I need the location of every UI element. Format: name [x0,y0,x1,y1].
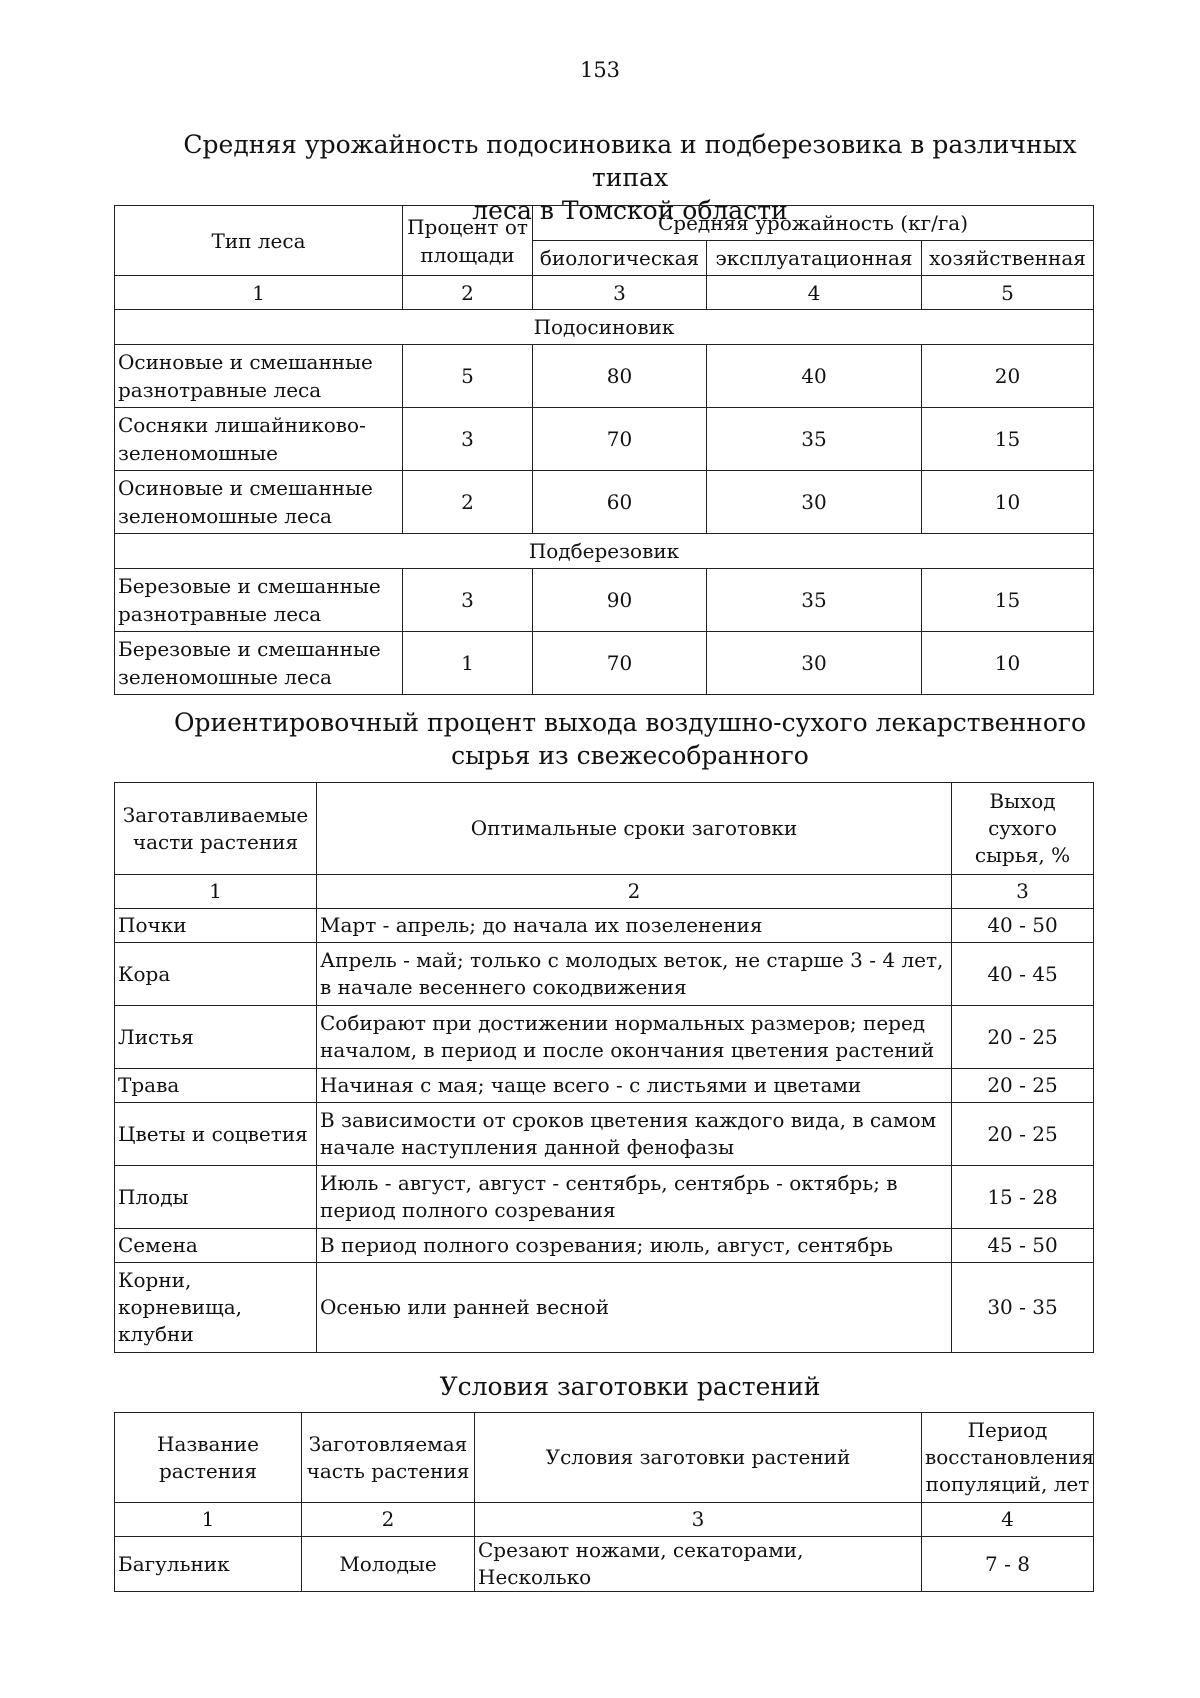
terms-line: Собирают при достижении нормальных размеров; перед [320,1011,926,1035]
table-row [115,1263,1094,1353]
table-row [115,632,1094,695]
oper-cell: 30 [707,471,922,534]
yield-table-title-line1: Средняя урожайность подосиновика и подберезовика в различных типах [183,130,1077,192]
table-row [115,471,1094,534]
col-number: 1 [115,276,403,310]
column-numbers-row [115,1503,1094,1537]
oper-cell: 35 [707,408,922,471]
yield-table [114,205,1094,695]
output-cell: 20 - 25 [952,1069,1094,1103]
forest-type-line: Осиновые и смешанные [118,350,373,374]
table-row [115,1103,1094,1166]
area-cell: 3 [403,408,533,471]
header-parts-line2: части растения [132,829,299,854]
terms-line: в начале весеннего сокодвижения [320,975,687,999]
part-line: корневища, [118,1295,242,1319]
part-cell: Почки [115,909,317,943]
header-recovery-period [922,1413,1094,1503]
col-number: 5 [922,276,1094,310]
table-row [115,909,1094,943]
table-row [115,1166,1094,1229]
econ-cell: 15 [922,408,1094,471]
recovery-period-cell: 7 - 8 [922,1537,1094,1592]
drying-table-title-line1: Ориентировочный процент выхода воздушно-сухого лекарственного [173,708,1087,737]
bio-cell: 70 [533,632,707,695]
table-row [115,1069,1094,1103]
terms-cell [317,1006,952,1069]
bio-cell: 80 [533,345,707,408]
table-row [115,1006,1094,1069]
header-parts-line1: Заготавливаемые [122,802,309,827]
header-area-percent [403,206,533,276]
harvest-table-title: Условия заготовки растений [439,1372,821,1401]
area-cell: 2 [403,471,533,534]
terms-cell [317,943,952,1006]
bio-cell: 70 [533,408,707,471]
part-cell: Семена [115,1229,317,1263]
output-cell: 20 - 25 [952,1006,1094,1069]
col-number: 2 [317,875,952,909]
header-economic: хозяйственная [922,241,1094,276]
drying-table-title-line2: сырья из свежесобранного [451,741,809,770]
header-forest-type: Тип леса [115,206,403,276]
table-row [115,1537,1094,1592]
econ-cell: 20 [922,345,1094,408]
bio-cell: 60 [533,471,707,534]
part-cell: Кора [115,943,317,1006]
header-recovery-period-line2: восстановления [925,1445,1095,1469]
col-number: 4 [922,1503,1094,1537]
bio-cell: 90 [533,569,707,632]
output-cell: 40 - 45 [952,943,1094,1006]
forest-type-line: зеленомошные леса [118,665,332,689]
table-row [115,943,1094,1006]
terms-line: Апрель - май; только с молодых веток, не старше 3 - 4 лет, [320,948,944,972]
header-plant-name-line1: Название [157,1431,259,1456]
terms-line: начале наступления данной фенофазы [320,1135,734,1159]
area-cell: 1 [403,632,533,695]
header-plant-name-line2: растения [158,1458,258,1483]
header-area-percent-line1: Процент от [407,214,528,239]
forest-type-line: разнотравные леса [118,378,322,402]
forest-type-line: Осиновые и смешанные [118,476,373,500]
terms-line: В зависимости от сроков цветения каждого вида, в самом [320,1108,937,1132]
harvest-table [114,1412,1094,1592]
forest-type-line: Березовые и смешанные [118,637,381,661]
forest-type-line: разнотравные леса [118,602,322,626]
part-cell [115,1263,317,1353]
forest-type-cell [115,471,403,534]
output-cell: 40 - 50 [952,909,1094,943]
col-number: 3 [952,875,1094,909]
yield-table-title-line2: леса в Томской области [472,196,788,225]
forest-type-line: Березовые и смешанные [118,574,381,598]
header-area-percent-line2: площади [420,242,515,267]
col-number: 1 [115,875,317,909]
col-number: 2 [302,1503,475,1537]
forest-type-cell [115,569,403,632]
forest-type-line: Сосняки лишайниково- [118,413,366,437]
terms-cell: Март - апрель; до начала их позеленения [317,909,952,943]
part-cell: Плоды [115,1166,317,1229]
terms-line: период полного созревания [320,1198,616,1222]
header-parts [115,783,317,875]
header-harvested-part-line2: часть растения [306,1458,470,1483]
part-line: клубни [118,1322,194,1346]
econ-cell: 10 [922,471,1094,534]
terms-cell: Начиная с мая; чаще всего - с листьями и цветами [317,1069,952,1103]
col-number: 3 [533,276,707,310]
col-number: 1 [115,1503,302,1537]
output-cell: 30 - 35 [952,1263,1094,1353]
header-output-line2: сухого [988,816,1057,840]
forest-type-cell [115,408,403,471]
header-avg-yield: Средняя урожайность (кг/га) [533,206,1094,241]
column-numbers-row [115,875,1094,909]
harvested-part-cell: Молодые [302,1537,475,1592]
header-biological: биологическая [533,241,707,276]
header-terms: Оптимальные сроки заготовки [317,783,952,875]
forest-type-cell [115,345,403,408]
forest-type-line: зеленомошные леса [118,504,332,528]
header-harvested-part-line1: Заготовляемая [308,1431,468,1456]
forest-type-line: зеленомошные [118,441,278,465]
terms-line: Июль - август, август - сентябрь, сентябрь - октябрь; в [320,1171,898,1195]
oper-cell: 30 [707,632,922,695]
terms-cell [317,1103,952,1166]
group-title: Подберезовик [115,534,1094,569]
drying-table [114,782,1094,1353]
forest-type-cell [115,632,403,695]
header-output-line3: сырья, % [974,843,1071,867]
table-row [115,1229,1094,1263]
part-cell: Листья [115,1006,317,1069]
table-row [115,569,1094,632]
table-row [115,408,1094,471]
output-cell: 15 - 28 [952,1166,1094,1229]
header-recovery-period-line1: Период [967,1418,1048,1442]
header-output-line1: Выход [989,789,1056,813]
header-output [952,783,1094,875]
terms-cell: В период полного созревания; июль, август, сентябрь [317,1229,952,1263]
col-number: 2 [403,276,533,310]
part-cell: Цветы и соцветия [115,1103,317,1166]
group-title: Подосиновик [115,310,1094,345]
econ-cell: 10 [922,632,1094,695]
page-number: 153 [579,58,621,82]
terms-cell: Осенью или ранней весной [317,1263,952,1353]
output-cell: 45 - 50 [952,1229,1094,1263]
conditions-cell: Срезают ножами, секаторами, Несколько [475,1537,922,1592]
drying-table-title [150,706,1110,772]
part-line: Корни, [118,1268,192,1292]
area-cell: 5 [403,345,533,408]
oper-cell: 35 [707,569,922,632]
header-conditions: Условия заготовки растений [475,1413,922,1503]
terms-line: началом, в период и после окончания цветения растений [320,1038,935,1062]
oper-cell: 40 [707,345,922,408]
header-operational: эксплуатационная [707,241,922,276]
area-cell: 3 [403,569,533,632]
output-cell: 20 - 25 [952,1103,1094,1166]
table-row [115,345,1094,408]
terms-cell [317,1166,952,1229]
plant-name-cell: Багульник [115,1537,302,1592]
col-number: 3 [475,1503,922,1537]
econ-cell: 15 [922,569,1094,632]
header-harvested-part [302,1413,475,1503]
header-recovery-period-line3: популяций, лет [925,1472,1090,1496]
column-numbers-row [115,276,1094,310]
header-plant-name [115,1413,302,1503]
col-number: 4 [707,276,922,310]
part-cell: Трава [115,1069,317,1103]
